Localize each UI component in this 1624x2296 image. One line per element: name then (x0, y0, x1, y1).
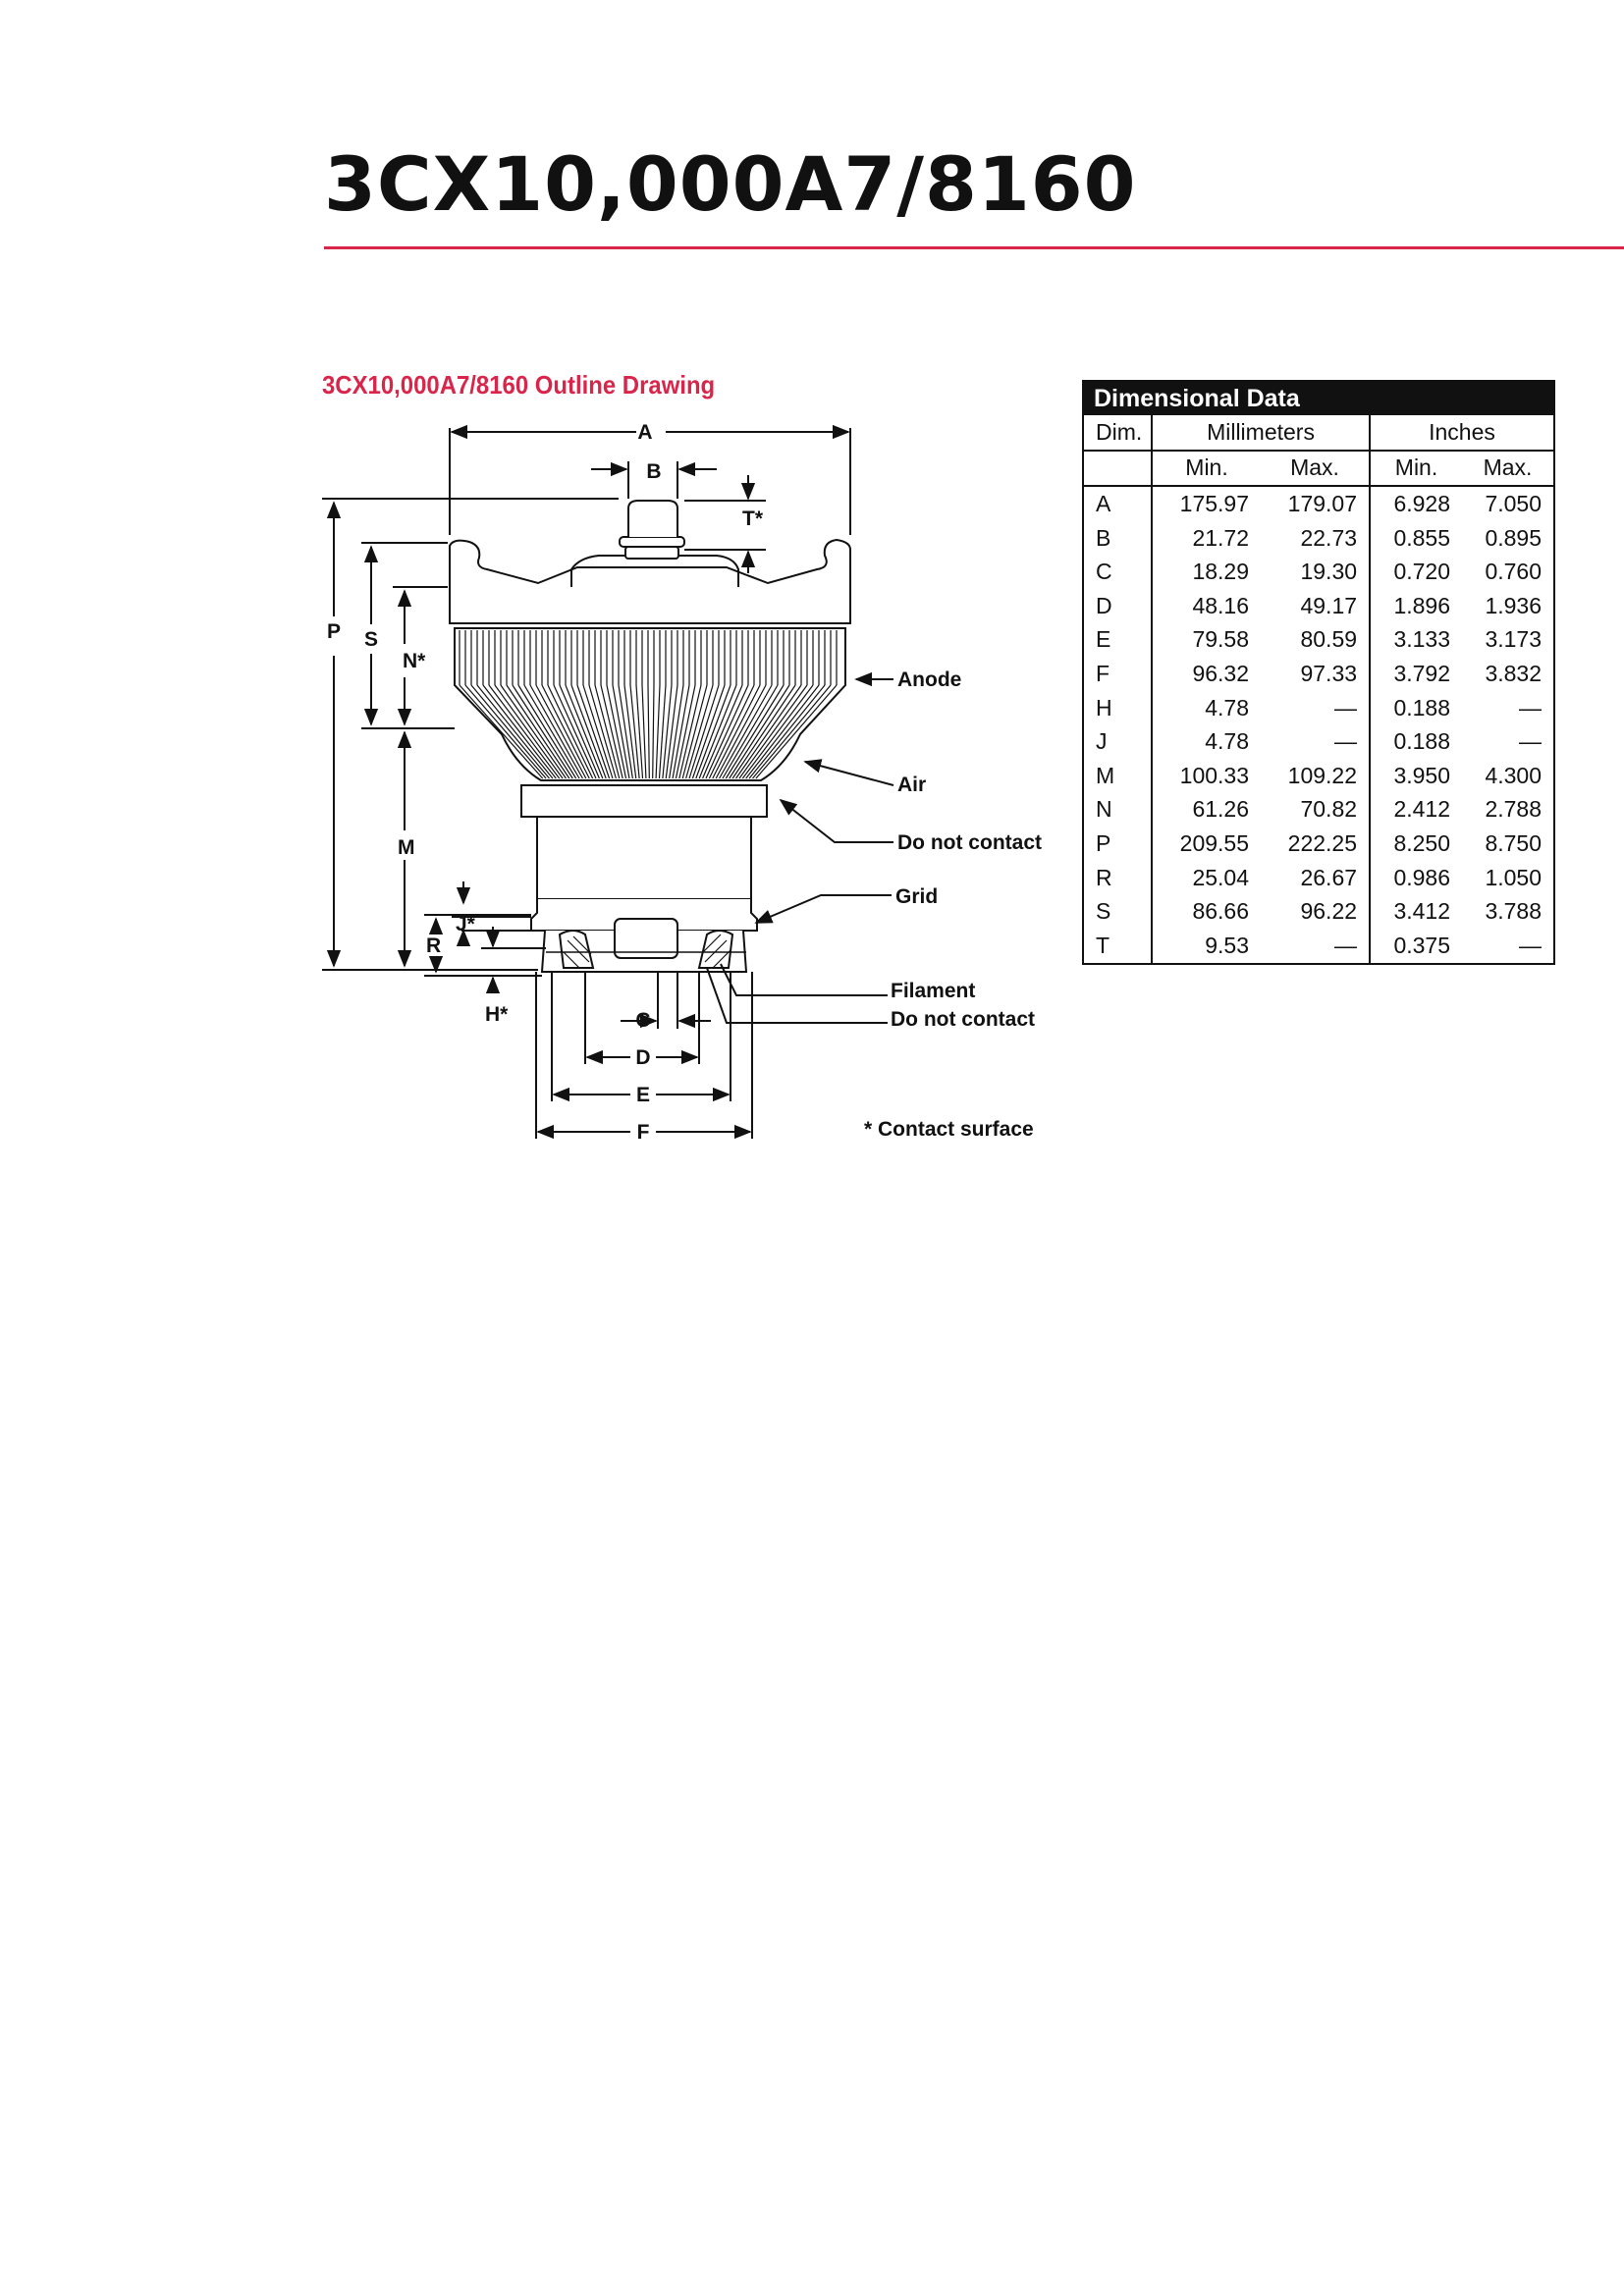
cell-in-max: — (1519, 694, 1542, 721)
cell-in-min: 2.412 (1370, 793, 1462, 828)
cell-mm-min: 48.16 (1152, 589, 1261, 623)
cell-mm-max: — (1334, 932, 1358, 958)
table-row (1083, 793, 1554, 828)
cell-dim: C (1096, 559, 1112, 585)
subheader-in-min: Min. (1370, 451, 1462, 487)
cell-mm-max: — (1334, 728, 1358, 755)
col-header-dim: Dim. (1083, 415, 1152, 451)
cell-dim: D (1096, 592, 1112, 618)
cell-mm-max: 96.22 (1300, 898, 1358, 925)
cell-mm-max: 19.30 (1300, 559, 1358, 585)
cell-mm-max: 179.07 (1287, 490, 1358, 516)
label-D: D (635, 1046, 651, 1069)
callout-filament: Filament (891, 980, 976, 1002)
cell-in-max: 8.750 (1485, 829, 1542, 856)
cell-dim: B (1096, 524, 1111, 551)
col-header-inches: Inches (1370, 415, 1554, 451)
table-row (1083, 759, 1554, 793)
callout-contact-surface: * Contact surface (864, 1118, 1034, 1141)
cell-mm-max: 70.82 (1300, 796, 1358, 823)
table-row (1083, 657, 1554, 691)
cell-mm-max: — (1334, 694, 1358, 721)
cell-in-max: 1.050 (1485, 864, 1542, 890)
cell-in-max: 0.895 (1485, 524, 1542, 551)
table-row (1083, 861, 1554, 895)
cell-mm-min: 96.32 (1152, 657, 1261, 691)
subheader-mm-max: Max. (1261, 451, 1370, 487)
cell-mm-max: 97.33 (1300, 660, 1358, 686)
cell-mm-min: 100.33 (1152, 759, 1261, 793)
cell-dim: E (1096, 626, 1111, 653)
cell-dim: P (1096, 829, 1111, 856)
cell-in-min: 0.855 (1370, 521, 1462, 556)
cell-dim: M (1096, 762, 1115, 788)
cell-dim: N (1096, 796, 1112, 823)
label-S: S (364, 628, 379, 651)
label-T: T* (742, 507, 763, 530)
label-R: R (426, 934, 442, 957)
cell-mm-min: 61.26 (1152, 793, 1261, 828)
outline-drawing (314, 407, 1060, 1153)
cell-in-min: 0.188 (1370, 691, 1462, 725)
table-row (1083, 521, 1554, 556)
label-J: J* (456, 913, 475, 935)
table-row (1083, 724, 1554, 759)
cell-in-max: 7.050 (1485, 490, 1542, 516)
callout-grid: Grid (895, 885, 939, 908)
cell-in-min: 3.792 (1370, 657, 1462, 691)
col-header-millimeters: Millimeters (1152, 415, 1370, 451)
cell-mm-max: 222.25 (1287, 829, 1358, 856)
cell-in-min: 0.188 (1370, 724, 1462, 759)
cell-in-min: 0.375 (1370, 929, 1462, 964)
cell-dim: R (1096, 864, 1112, 890)
label-P: P (327, 620, 342, 643)
cell-in-min: 1.896 (1370, 589, 1462, 623)
drawing-title: 3CX10,000A7/8160 Outline Drawing (322, 370, 716, 400)
cell-mm-min: 25.04 (1152, 861, 1261, 895)
callout-do-not-contact-2: Do not contact (891, 1008, 1035, 1031)
label-H: H* (485, 1003, 509, 1026)
cell-in-min: 8.250 (1370, 827, 1462, 861)
callout-do-not-contact-1: Do not contact (897, 831, 1042, 854)
cell-mm-max: 22.73 (1300, 524, 1358, 551)
table-row (1083, 486, 1554, 521)
cell-mm-max: 109.22 (1287, 762, 1358, 788)
cell-in-max: 1.936 (1485, 592, 1542, 618)
cell-in-max: 3.788 (1485, 898, 1542, 925)
cell-in-min: 3.950 (1370, 759, 1462, 793)
cell-mm-min: 86.66 (1152, 894, 1261, 929)
cell-mm-max: 26.67 (1300, 864, 1358, 890)
table-row (1083, 589, 1554, 623)
cell-in-min: 0.720 (1370, 555, 1462, 589)
subheader-mm-min: Min. (1152, 451, 1261, 487)
cell-in-max: 3.173 (1485, 626, 1542, 653)
table-row (1083, 691, 1554, 725)
cell-mm-max: 49.17 (1300, 592, 1358, 618)
table-title: Dimensional Data (1083, 381, 1554, 415)
label-B: B (646, 460, 662, 483)
callout-anode: Anode (897, 668, 962, 691)
cell-dim: H (1096, 694, 1112, 721)
cell-mm-max: 80.59 (1300, 626, 1358, 653)
cell-mm-min: 209.55 (1152, 827, 1261, 861)
label-C: C (635, 1009, 651, 1032)
cell-dim: J (1096, 728, 1108, 755)
label-E: E (635, 1084, 651, 1106)
cell-mm-min: 9.53 (1152, 929, 1261, 964)
cell-mm-min: 79.58 (1152, 623, 1261, 658)
cell-dim: A (1096, 490, 1111, 516)
label-F: F (636, 1121, 650, 1144)
tube-body (450, 501, 850, 972)
cell-in-min: 0.986 (1370, 861, 1462, 895)
cell-in-max: 4.300 (1485, 762, 1542, 788)
cell-in-max: — (1519, 728, 1542, 755)
cell-in-min: 6.928 (1370, 486, 1462, 521)
cell-in-max: 2.788 (1485, 796, 1542, 823)
label-N: N* (403, 650, 426, 672)
table-row (1083, 555, 1554, 589)
page-title: 3CX10,000A7/8160 (324, 140, 1137, 228)
cell-mm-min: 4.78 (1152, 691, 1261, 725)
cell-mm-min: 21.72 (1152, 521, 1261, 556)
cell-dim: T (1096, 932, 1110, 958)
cell-dim: S (1096, 898, 1111, 925)
cell-in-min: 3.412 (1370, 894, 1462, 929)
table-row (1083, 623, 1554, 658)
cell-in-max: — (1519, 932, 1542, 958)
callout-air: Air (897, 774, 927, 796)
cell-in-min: 3.133 (1370, 623, 1462, 658)
cell-in-max: 0.760 (1485, 559, 1542, 585)
cell-mm-min: 4.78 (1152, 724, 1261, 759)
title-rule (324, 246, 1624, 249)
table-row (1083, 827, 1554, 861)
table-row (1083, 894, 1554, 929)
subheader-blank (1083, 451, 1152, 487)
dimensional-data-table (1082, 380, 1555, 965)
cell-mm-min: 175.97 (1152, 486, 1261, 521)
subheader-in-max: Max. (1462, 451, 1554, 487)
cell-mm-min: 18.29 (1152, 555, 1261, 589)
cell-in-max: 3.832 (1485, 660, 1542, 686)
cell-dim: F (1096, 660, 1110, 686)
label-A: A (637, 421, 653, 444)
table-row (1083, 929, 1554, 964)
label-M: M (398, 836, 415, 859)
